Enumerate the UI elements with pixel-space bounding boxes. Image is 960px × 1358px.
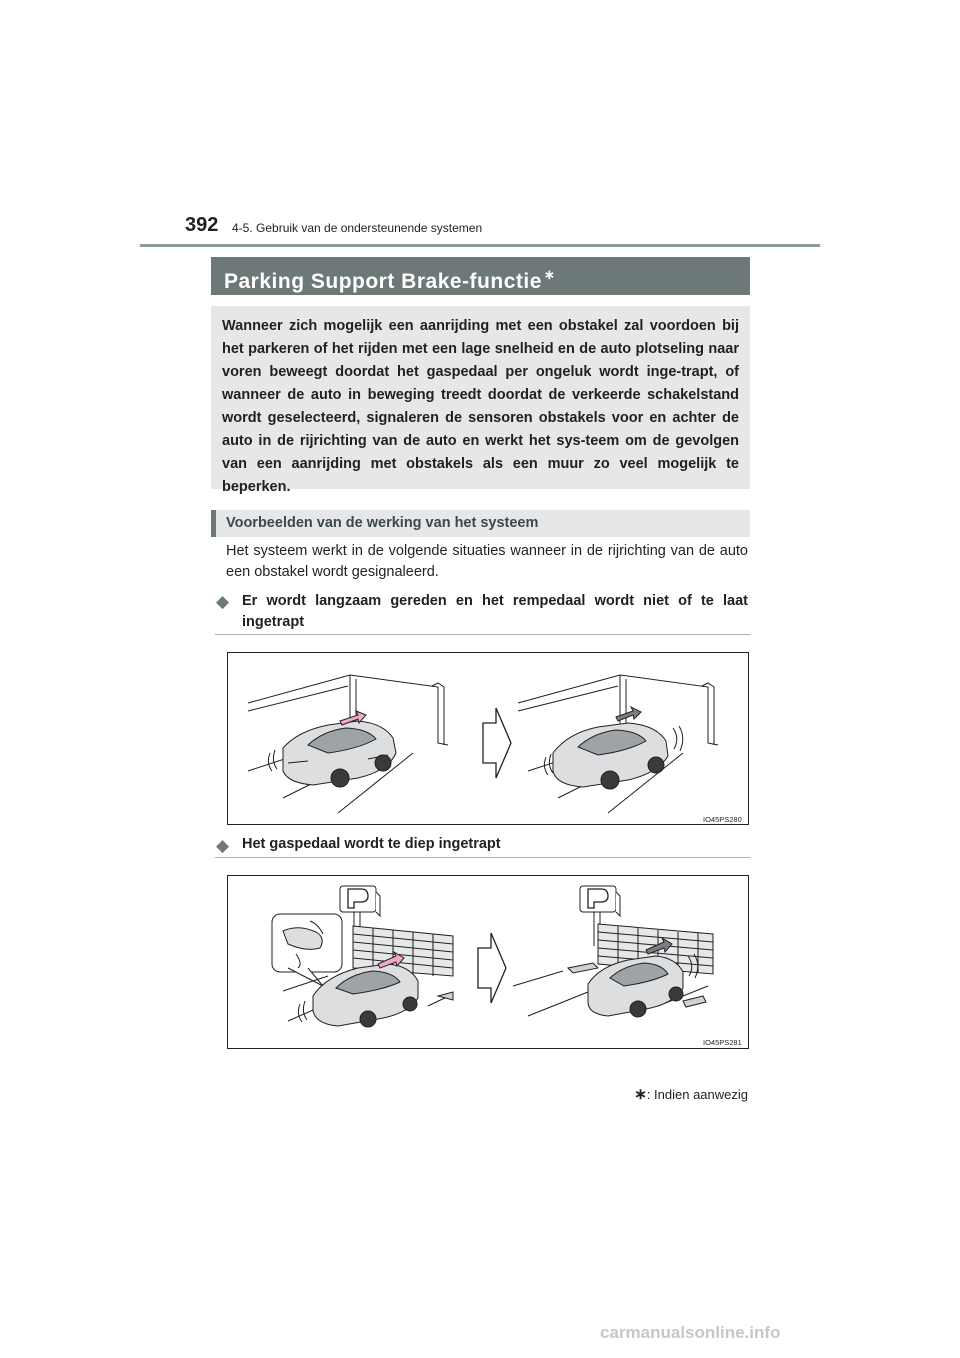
footnote xyxy=(630,1085,748,1103)
page-title xyxy=(211,257,750,295)
wall-collision-drawing xyxy=(228,653,748,824)
illustration-parking-lot xyxy=(227,875,749,1049)
section-heading xyxy=(211,510,750,537)
intro-text: Wanneer zich mogelijk een aanrijding met een obstakel zal voordoen bij het parkeren of het rijden met een lage snelheid en de auto plotseling naar voren beweegt doordat het gaspedaal per ongeluk wordt inge-trapt, of wanneer de auto in beweging treedt doordat de verkeerde schakelstand wordt geselecteerd, signaleren de sensoren obstakels voor en achter de auto in de rijrichting van de auto en werkt het sys-teem om de gevolgen van een aanrijding met obstakels als een muur zo veel mogelijk te beperken. xyxy=(222,318,739,495)
diamond-bullet-icon: ◆ xyxy=(216,836,230,855)
case-heading-accelerator: Het gaspedaal wordt te diep ingetrapt xyxy=(242,836,501,852)
header-rule xyxy=(140,244,820,247)
figure-code: IO45PS281 xyxy=(703,1038,742,1047)
intro-box xyxy=(211,306,750,495)
section-accent xyxy=(211,510,216,537)
section-description: Het systeem werkt in de volgende situaties wanneer in de rijrichting van de auto een obstakel wordt gesignaleerd. xyxy=(226,543,748,580)
case-divider xyxy=(215,857,750,858)
case-heading-slow-driving: Er wordt langzaam gereden en het rempedaal wordt niet of te laat ingetrapt xyxy=(242,593,748,630)
page-number: 392 xyxy=(185,214,219,236)
asterisk-icon: ∗ xyxy=(634,1086,647,1103)
diamond-bullet-icon: ◆ xyxy=(216,592,230,611)
case-divider xyxy=(215,634,750,635)
watermark: carmanualsonline.info xyxy=(600,1323,781,1342)
parking-lot-drawing xyxy=(228,876,748,1048)
illustration-wall-collision xyxy=(227,652,749,825)
footnote-text: : Indien aanwezig xyxy=(646,1087,748,1102)
availability-marker: ∗ xyxy=(543,267,556,282)
section-title: Voorbeelden van de werking van het systeem xyxy=(226,515,539,531)
page-title-text: Parking Support Brake-functie xyxy=(224,270,542,293)
breadcrumb: 4-5. Gebruik van de ondersteunende systemen xyxy=(232,221,483,235)
figure-code: IO45PS280 xyxy=(703,815,742,824)
